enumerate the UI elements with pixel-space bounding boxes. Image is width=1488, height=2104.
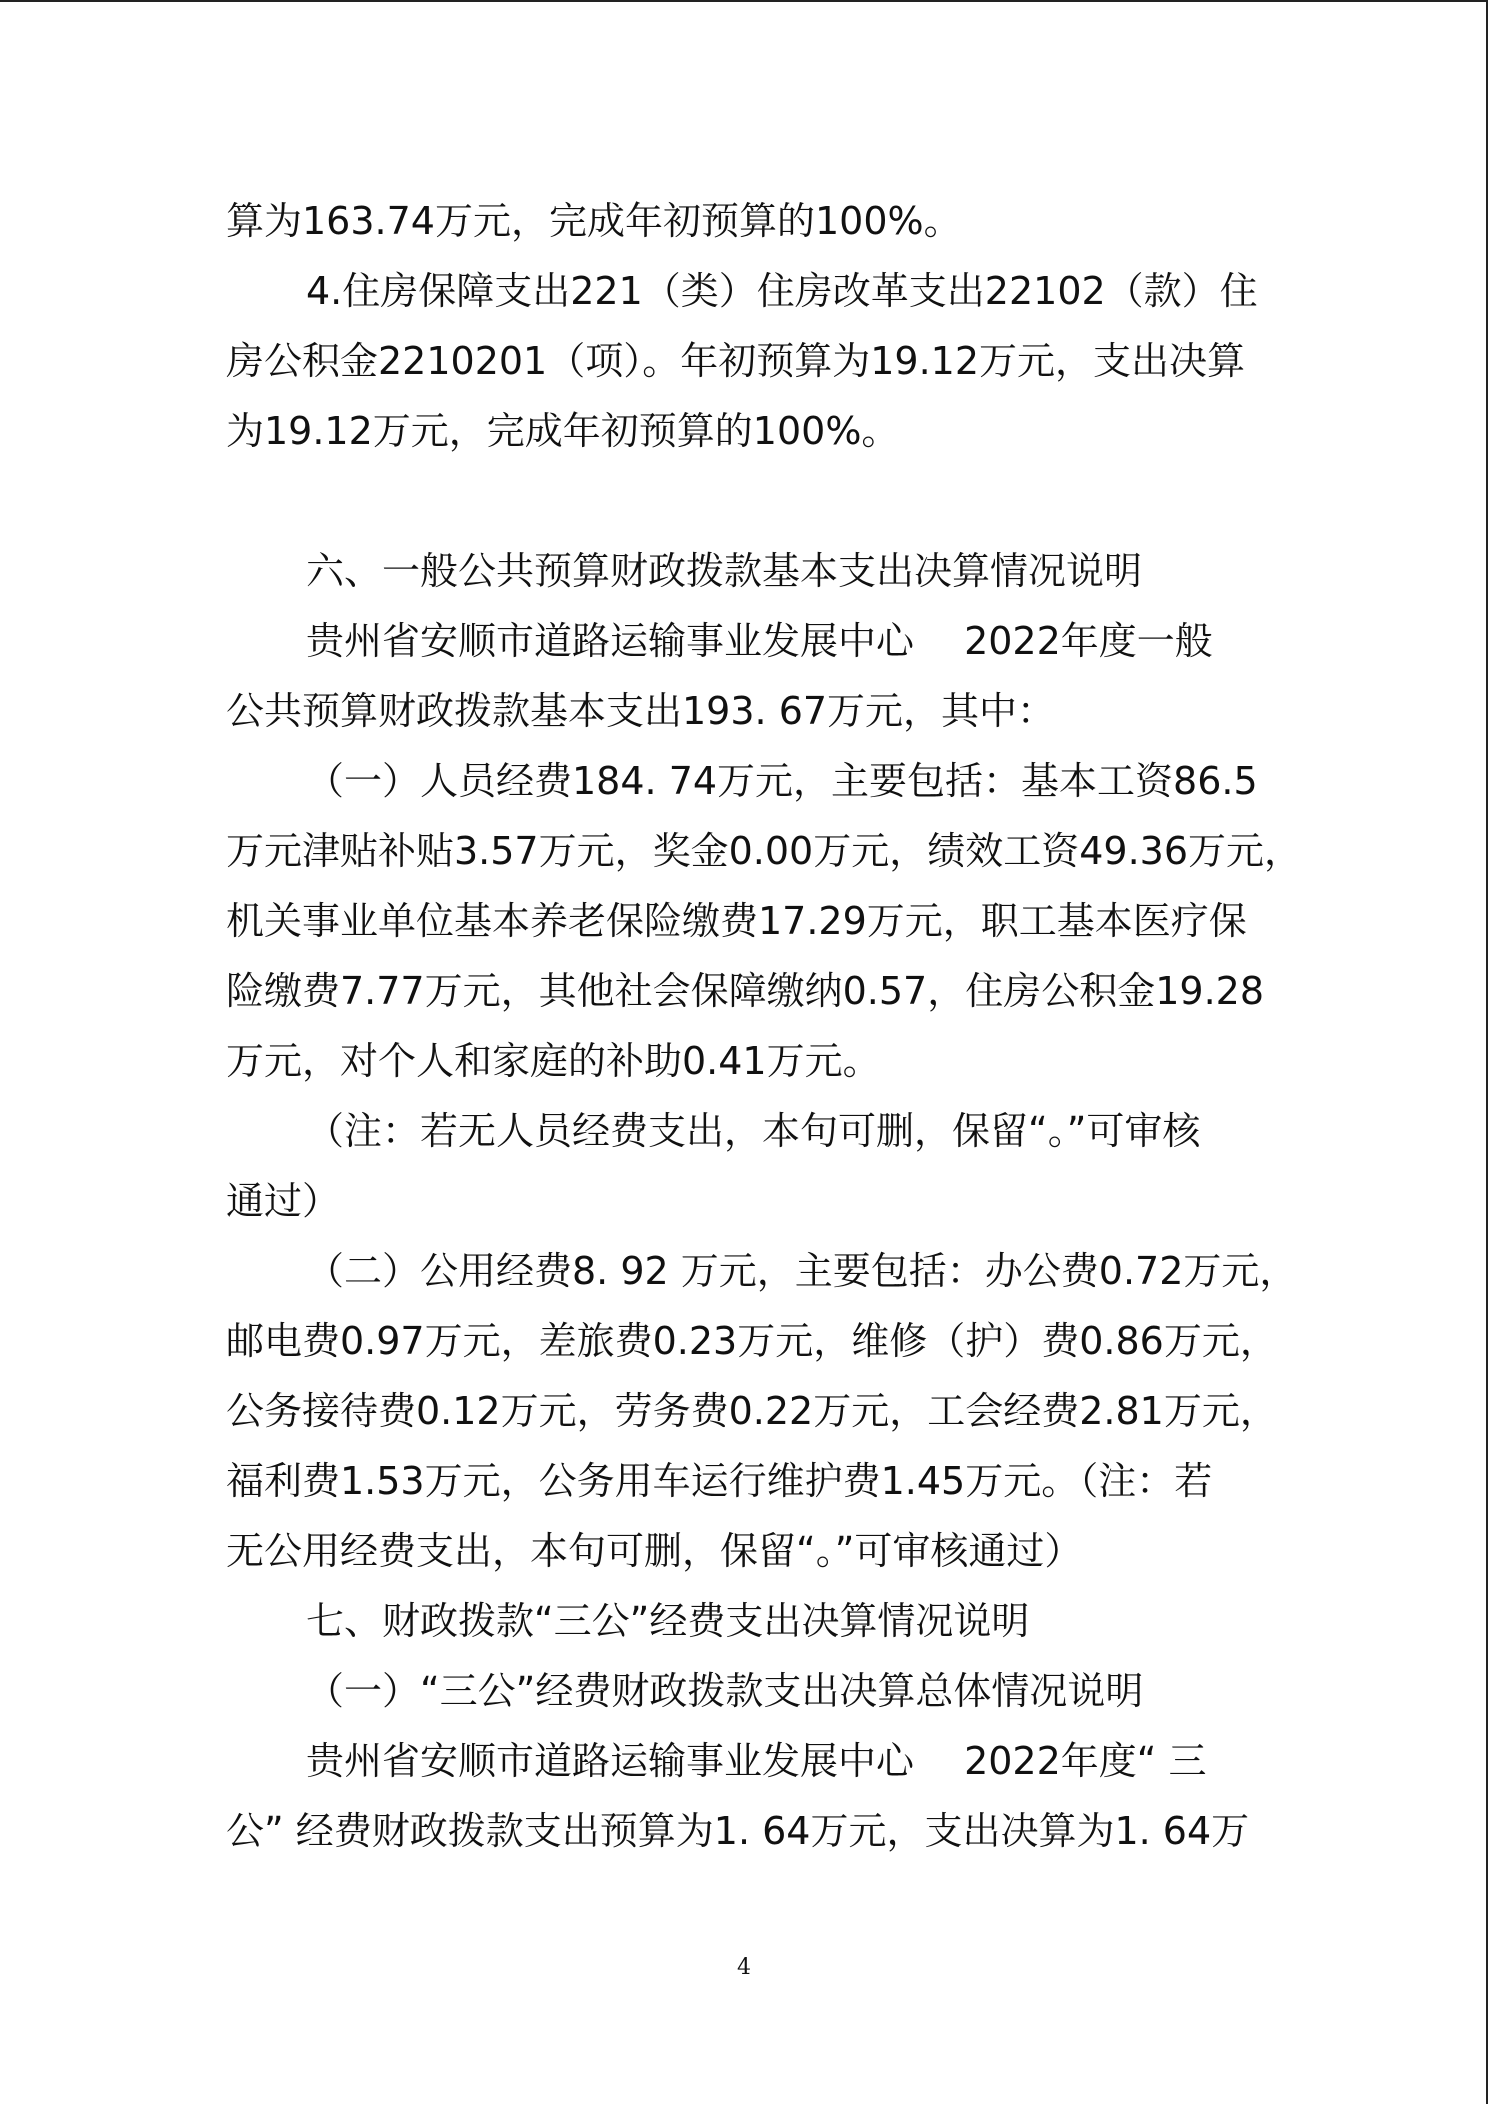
text-line: 公务接待费0.12万元，劳务费0.22万元，工会经费2.81万元， bbox=[226, 1389, 1278, 1433]
text-line: 万元，对个人和家庭的补助0.41万元。 bbox=[226, 1039, 881, 1083]
text-line: 万元津贴补贴3.57万元，奖金0.00万元，绩效工资49.36万元， bbox=[226, 829, 1303, 873]
paragraph-gap bbox=[226, 466, 1266, 536]
text-line: 福利费1.53万元，公务用车运行维护费1.45万元。（注：若 bbox=[226, 1459, 1213, 1503]
text-line: 4.住房保障支出221（类）住房改革支出22102（款）住 bbox=[306, 269, 1258, 313]
text-line: 无公用经费支出，本句可删，保留“。”可审核通过） bbox=[226, 1529, 1083, 1573]
text-line: 通过） bbox=[226, 1179, 341, 1223]
text-line: 房公积金2210201（项）。年初预算为19.12万元，支出决算 bbox=[226, 339, 1246, 383]
text-line: 贵州省安顺市道路运输事业发展中心 2022年度一般 bbox=[306, 619, 1213, 663]
text-line: （注：若无人员经费支出，本句可删，保留“。”可审核 bbox=[306, 1109, 1201, 1153]
text-line: 险缴费7.77万元，其他社会保障缴纳0.57，住房公积金19.28 bbox=[226, 969, 1265, 1013]
page-number: 4 bbox=[737, 1955, 751, 1980]
text-line: 算为163.74万元，完成年初预算的100%。 bbox=[226, 199, 962, 243]
text-line: 公共预算财政拨款基本支出193. 67万元，其中： bbox=[226, 689, 1056, 733]
text-line: 为19.12万元，完成年初预算的100%。 bbox=[226, 409, 900, 453]
text-line: 公” 经费财政拨款支出预算为1. 64万元，支出决算为1. 64万 bbox=[226, 1809, 1250, 1853]
section-heading: 六、一般公共预算财政拨款基本支出决算情况说明 bbox=[306, 549, 1143, 593]
text-line: （二）公用经费8. 92 万元，主要包括：办公费0.72万元， bbox=[306, 1249, 1298, 1293]
section-heading: 七、财政拨款“三公”经费支出决算情况说明 bbox=[306, 1599, 1030, 1643]
text-line: 贵州省安顺市道路运输事业发展中心 2022年度“ 三 bbox=[306, 1739, 1207, 1783]
text-line: 邮电费0.97万元，差旅费0.23万元，维修（护）费0.86万元， bbox=[226, 1319, 1278, 1363]
text-line: （一）人员经费184. 74万元，主要包括：基本工资86.5 bbox=[306, 759, 1258, 803]
subsection-heading: （一）“三公”经费财政拨款支出决算总体情况说明 bbox=[306, 1669, 1144, 1713]
document-body bbox=[226, 186, 1303, 1866]
text-line: 机关事业单位基本养老保险缴费17.29万元，职工基本医疗保 bbox=[226, 899, 1247, 943]
